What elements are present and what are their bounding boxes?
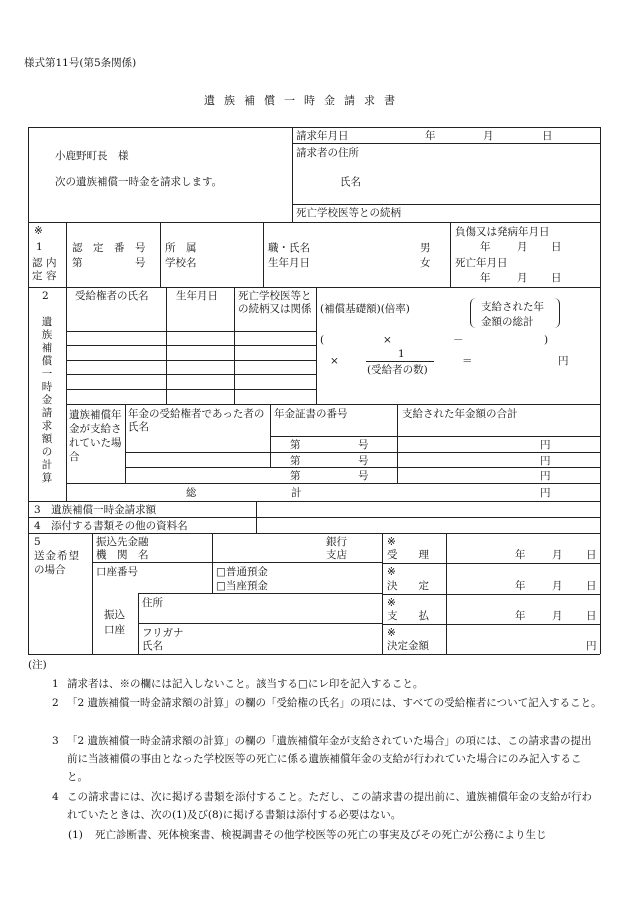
official-use-mark: ※ [387,536,396,548]
note-item: 「2 遺族補償一時金請求額の計算」の欄の「受給権の氏名」の項には、すべての受給権者について記入すること。 [67,697,602,709]
section-5-label-2: の場合 [34,564,66,576]
paid-total-label-2: 金額の総計 [481,316,534,328]
name-label: 氏名 [340,176,361,188]
official-use-mark: ※ [387,597,396,609]
section-2-label: 遺族補償一時金請求額の計算 [41,316,53,484]
female-label: 女 [420,257,431,269]
month-label: 月 [552,610,563,622]
decided-amount-label: 決定金額 [387,640,429,652]
note-number: 2 [52,697,59,709]
yen-unit: 円 [540,470,551,482]
request-text: 次の遺族補償一時金を請求します。 [55,176,223,188]
prior-beneficiary-header: 年金の受給権者であった者の氏名 [128,408,265,433]
year-label: 年 [515,610,526,622]
birth-date-label: 生年月日 [268,257,310,269]
account-no-label: 口座番号 [96,566,138,578]
bank-unit: 銀行 [326,536,347,548]
pension-paid-label: 遺族補償年金が支給されていた場合 [69,409,122,463]
cert-label-a: 認 [32,257,43,269]
section-2-number: 2 [42,290,49,302]
form-number: 様式第11号(第5条関係) [24,57,137,69]
paren-close: ) [544,334,549,346]
day-label: 日 [586,549,597,561]
day-label: 日 [551,241,562,253]
note-item: 「2 遺族補償一時金請求額の計算」の欄の「遺族補償年金が支給されていた場合」の項には、この請求書の提出前に当該補償の事由となった学校医等の死亡に係る遺族補償年金の支給が行われていた場合にのみ記入すること。 [67,735,592,783]
transfer-label-2: 口座 [104,624,125,636]
equals-sign: ＝ [462,355,473,367]
decision-label: 決 定 [387,580,429,592]
row-3-label: 3 遺族補償一時金請求額 [34,504,157,516]
dai-label: 第 [290,455,301,467]
account-address-label: 住所 [142,597,163,609]
go-label: 号 [358,470,369,482]
section-5-label-1: 送金希望 [34,550,80,562]
pension-total-header: 支給された年金額の合計 [402,408,518,420]
dai-label: 第 [290,470,301,482]
ordinary-deposit-checkbox[interactable]: □普通預金 [216,566,268,578]
month-label: 月 [483,130,494,142]
beneficiary-name-header: 受給権者の氏名 [75,290,149,302]
note-number: (1) [68,829,83,841]
yen-unit: 円 [558,355,569,367]
paid-total-label-1: 支給された年 [481,301,544,313]
total-label: 総 計 [186,487,302,499]
times-sign: × [383,334,392,346]
cert-no-field: 第 号 [72,257,146,269]
month-label: 月 [552,549,563,561]
death-date-label: 死亡年月日 [455,257,508,269]
yen-unit: 円 [540,455,551,467]
cert-label-d: 容 [46,270,57,282]
relation-header: 死亡学校医等との続柄又は関係 [238,290,312,315]
numerator-one: 1 [398,348,405,360]
note-item: この請求書には、次に掲げる書類を添付すること。ただし、この請求書の提出前に、遺族補償年金の支給が行われていたときは、次の(1)及び(8)に掲げる書類は添付する必要はない。 [67,791,592,821]
affiliation-label: 所 属 [165,242,197,254]
account-name-label: 氏名 [142,640,163,652]
certificate-no-header: 年金証書の番号 [274,408,348,420]
month-label: 月 [517,272,528,284]
row-4-label: 4 添付する書類その他の資料名 [34,520,188,532]
month-label: 月 [517,241,528,253]
year-label: 年 [515,549,526,561]
page-title: 遺族補償一時金請求書 [204,94,404,107]
section-5-number: 5 [34,536,41,548]
paren-open: ( [320,334,325,346]
furigana-label: フリガナ [142,627,184,639]
branch-unit: 支店 [326,549,347,561]
yen-unit: 円 [540,439,551,451]
cert-label-b: 定 [32,270,43,282]
year-label: 年 [480,272,491,284]
transfer-label-1: 振込 [104,609,125,621]
addressee: 小鹿野町長 様 [55,150,129,162]
official-use-mark: ※ [34,225,43,237]
cert-no-label: 認 定 番 号 [72,242,146,254]
yen-unit: 円 [586,640,597,652]
note-number: 4 [52,791,59,803]
go-label: 号 [358,455,369,467]
note-item: 請求者は、※の欄には記入しないこと。該当する□にレ印を記入すること。 [67,678,424,690]
male-label: 男 [420,242,431,254]
day-label: 日 [551,272,562,284]
beneficiary-count-label: (受給者の数) [367,364,428,376]
month-label: 月 [552,580,563,592]
address-label: 請求者の住所 [296,147,359,159]
job-name-label: 職・氏名 [268,242,310,254]
base-amount-label: (補償基礎額)(倍率) [320,303,410,315]
request-date-label: 請求年月日 [296,130,349,142]
cert-label-c: 内 [46,257,57,269]
injury-date-label: 負傷又は発病年月日 [455,226,550,238]
bank-label-2: 機 関 名 [96,549,149,561]
times-sign: × [330,355,339,367]
day-label: 日 [586,580,597,592]
day-label: 日 [586,610,597,622]
note-number: 3 [52,735,59,747]
beneficiary-birth-header: 生年月日 [176,290,218,302]
official-use-mark: ※ [387,627,396,639]
bank-label-1: 振込先金融 [96,536,149,548]
year-label: 年 [480,241,491,253]
year-label: 年 [425,130,436,142]
dai-label: 第 [290,439,301,451]
year-label: 年 [515,580,526,592]
section-1-number: 1 [36,241,43,253]
payment-label: 支 払 [387,610,429,622]
official-use-mark: ※ [387,566,396,578]
fraction-bar [366,361,434,362]
current-deposit-checkbox[interactable]: □当座預金 [216,580,268,592]
relation-label: 死亡学校医等との続柄 [296,207,401,219]
note-item: 死亡診断書、死体検案書、検視調書その他学校医等の死亡の事実及びその死亡が公務により生じ [95,829,547,841]
school-label: 学校名 [165,257,197,269]
day-label: 日 [542,130,553,142]
yen-unit: 円 [540,487,551,499]
minus-sign: － [453,334,464,346]
notes-heading: (注) [28,659,47,671]
go-label: 号 [358,439,369,451]
receipt-label: 受 理 [387,549,429,561]
note-number: 1 [52,678,59,690]
